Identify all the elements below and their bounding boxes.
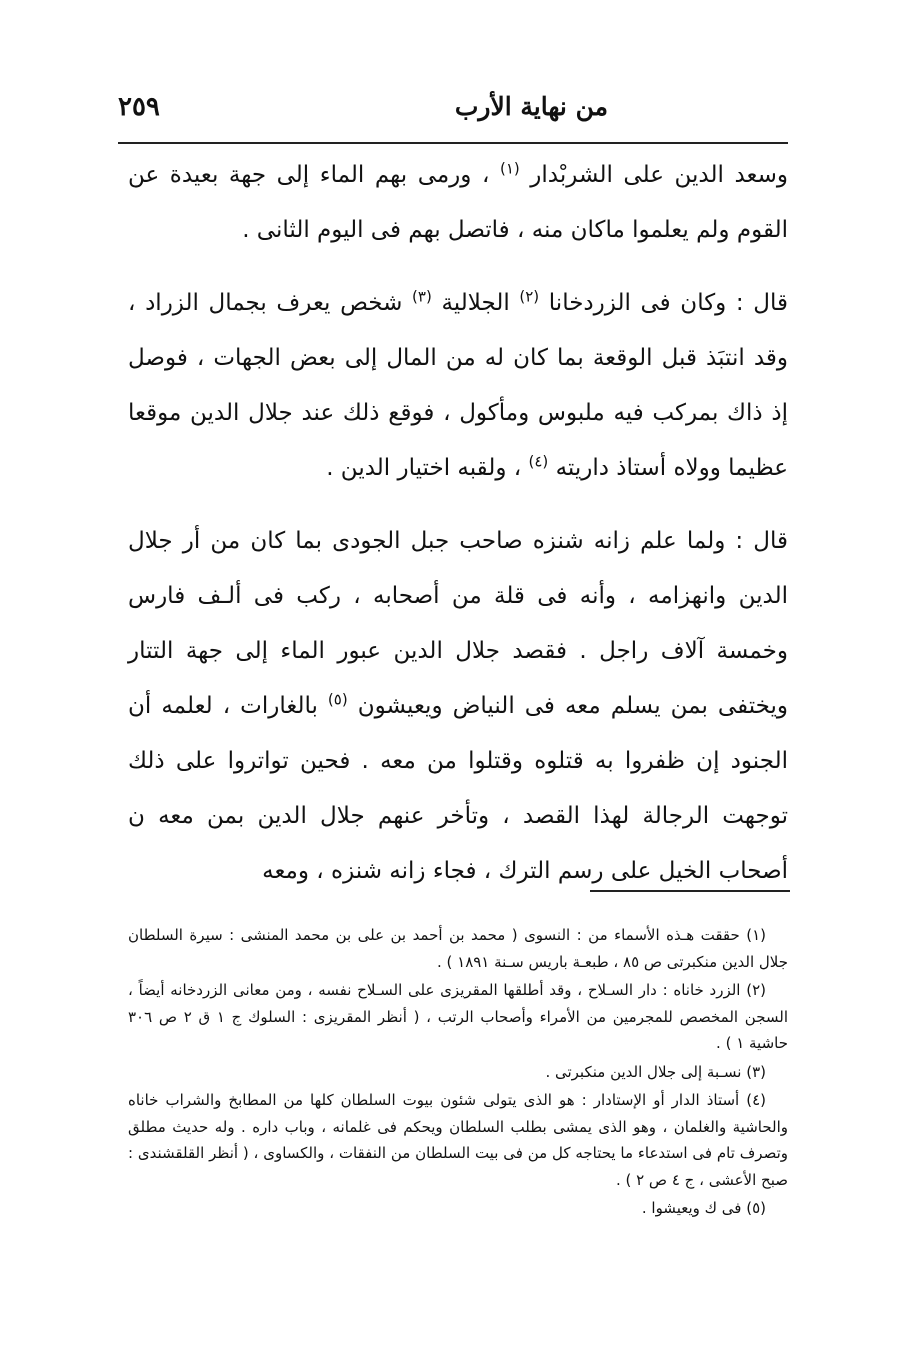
footnote-ref-1: (١) [499, 159, 520, 178]
paragraph-2-text-c: شخص يعرف بجمال الزراد ، وقد انتبَذ قبل الوقعة بما كان له من المال إلى بعض الجهات ، فوصل إذ ذاك بمركب فيه ملبوس ومأكول ، فوقع ذلك عند جلال الدين موقعا عظيما وولاه أستاذ داريته [128, 290, 788, 481]
paragraph-2-text-a: قال : وكان فى الزردخانا [548, 290, 788, 316]
footnote-2: (٢) الزرد خاناه : دار السـلاح ، وقد أطلقها المقريزى على السـلاح نفسه ، ومن معانى الزردخانه أيضاً ، السجن المخصص للمجرمين من الأمراء وأصحاب الرتب ، ( أنظر المقريزى : السلوك ج ١ ق ٢ ص ٣٠٦ حاشية ١ ) . [128, 981, 788, 1052]
running-title: من نهاية الأرب [454, 92, 608, 121]
page-number: ٢٥٩ [118, 92, 160, 122]
footnote-ref-2: (٢) [519, 287, 540, 306]
paragraph-3-text-b: بالغارات ، لعلمه أن الجنود إن ظفروا به قتلوه وقتلوا من معه . فحين تواتروا على ذلك توجهت الرجالة لهذا القصد ، وتأخر عنهم جلال الدين بمن معه ن أصحاب الخيل على رسم الترك ، فجاء زانه شنزه ، ومعه [128, 693, 788, 884]
paragraph-1-text-b: ، ورمى بهم الماء إلى جهة بعيدة عن القوم ولم يعلموا ماكان منه ، فاتصل بهم فى اليوم الثانى . [128, 162, 788, 243]
paragraph-3 [128, 514, 788, 899]
footnote-divider [590, 890, 790, 892]
paragraph-1-text-a: وسعد الدين على الشربْدار [530, 162, 788, 188]
footnote-5: (٥) فى ك ويعيشوا . [641, 1199, 766, 1217]
main-text [128, 148, 788, 899]
footnote-3: (٣) نسـبة إلى جلال الدين منكبرتى . [545, 1062, 766, 1081]
footnote-ref-4: (٤) [528, 452, 549, 471]
paragraph-2-text-d: ، ولقبه اختيار الدين . [326, 455, 522, 481]
footnote-ref-5: (٥) [327, 690, 348, 709]
paragraph-1 [128, 148, 788, 258]
paragraph-3-text-a: قال : ولما علم زانه شنزه صاحب جبل الجودى بما كان من أر جلال الدين وانهزامه ، وأنه فى قلة من أصحابه ، ركب فى ألـف فارس وخمسة آلاف راجل . فقصد جلال الدين عبور الماء إلى جهة التتار ويختفى بمن يسلم معه فى النياض ويعيشون [128, 528, 788, 719]
paragraph-2-text-b: الجلالية [441, 290, 510, 316]
footnote-ref-3: (٣) [412, 287, 432, 306]
paragraph-2 [128, 276, 788, 496]
header-divider [118, 142, 788, 144]
running-header [118, 88, 788, 138]
footnote-1: (١) حققت هـذه الأسماء من : النسوى ( محمد بن أحمد بن على بن محمد المنشى : سيرة السلطان جلال الدين منكبرتى ص ٨٥ ، طبعـة باريس سـنة ١٨٩١ ) . [128, 926, 788, 971]
footnotes [128, 922, 788, 1224]
footnote-4: (٤) أستاذ الدار أو الإستادار : هو الذى يتولى شئون بيوت السلطان كلها من المطابخ والشراب خاناه والحاشية والغلمان ، وهو الذى يمشى بطلب السلطان ويحكم فى غلمانه ، وباب داره . وله حديث مطلق وتصرف تام فى استدعاء ما يحتاجه كل من فى بيت السلطان من النفقات ، والكساوى ، ( أنظر القلقشندى : صبح الأعشى ، ج ٤ ص ٢ ) . [128, 1091, 788, 1189]
